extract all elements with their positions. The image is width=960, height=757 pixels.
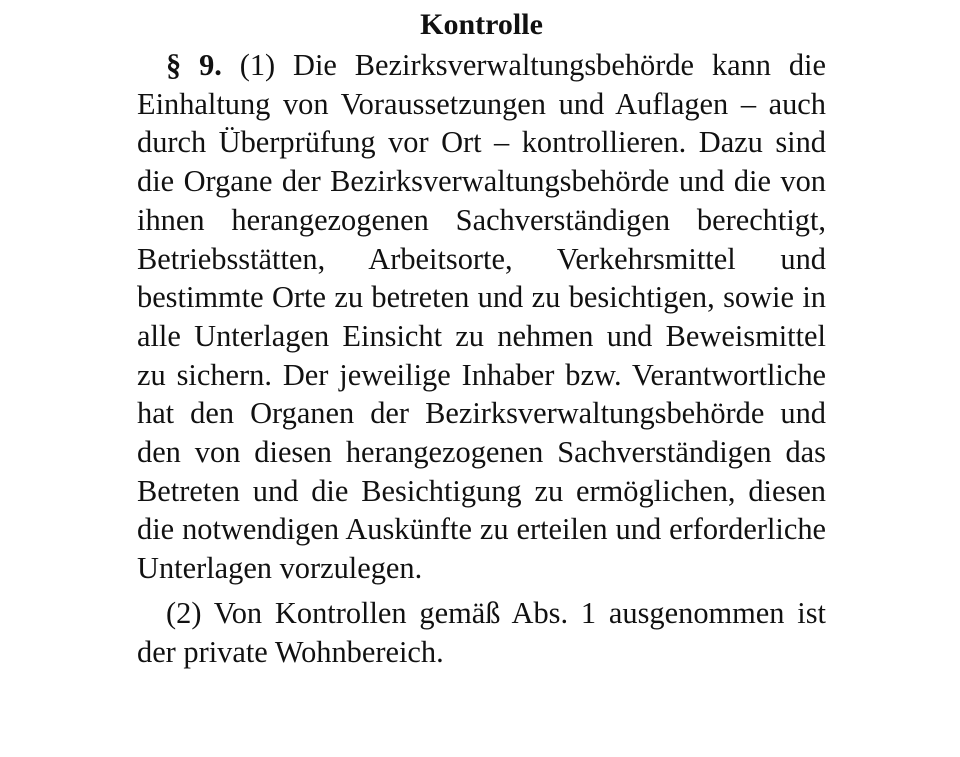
paragraph-1-text: (1) Die Bezirksverwaltungsbehörde kann die Einhaltung von Voraussetzungen und Auflagen – auch durch Überprüfung vor Ort – kontrollieren. Dazu sind die Organe der Bezirksverwaltungsbehörde und die von ihnen herangezogenen Sachverständigen berechtigt, Betriebsstätten, Arbeitsorte, Verkehrsmittel und bestimmte Orte zu betreten und zu besichtigen, sowie in alle Unterlagen Einsicht zu nehmen und Beweismittel zu sichern. Der jeweilige Inhaber bzw. Verantwortliche hat den Organen der Bezirksverwaltungsbehörde und den von diesen herangezogenen Sachverständigen das Betreten und die Besichtigung zu ermöglichen, diesen die notwendigen Auskünfte zu erteilen und erforderliche Unterlagen vorzulegen.: [137, 48, 826, 586]
paragraph-2: (2) Von Kontrollen gemäß Abs. 1 ausgenommen ist der private Wohnbereich.: [137, 595, 826, 669]
section-heading: Kontrolle: [420, 8, 543, 41]
paragraph-1: [137, 46, 826, 588]
document-page: [137, 0, 826, 671]
section-number: § 9.: [166, 48, 222, 82]
